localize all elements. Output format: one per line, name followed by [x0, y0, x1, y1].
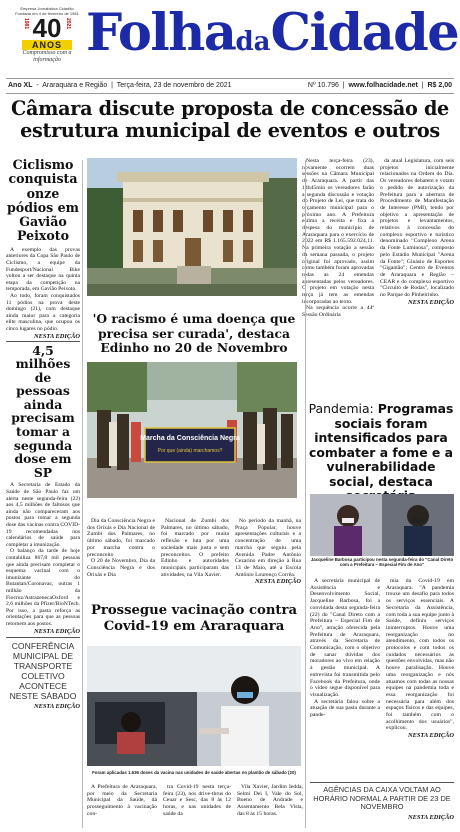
pandemia-col-1 — [310, 578, 380, 719]
camara-paragraph-1: Nesta terça-feira (23), novamente ocorrem duas sessões na Câmara Municipal de Araraquara. A partir das 14h45min os vereadores farão a segunda discussão e votação do Projeto de Lei, que trata do orçamento municipal para o próximo ano. A Prefeitura estima a receita e fixa a despesa do município de Araraquara para o exercício de 2022 em R$ 1.165.592.024,11. Na primeira votação a sessão da semana passada, o projeto original foi aprovado, assim como também foram aprovadas todas as 24 emendas apresentadas pelos vereadores. O projeto em votação nesta terça já tem as emendas incorporadas ao texto. — [302, 158, 374, 305]
divider — [6, 341, 80, 342]
pandemia-lead: Pandemia: — [308, 401, 374, 416]
column-divider — [305, 160, 306, 828]
secretaria-photo[interactable] — [310, 494, 454, 556]
caixa-teaser-box — [310, 782, 454, 821]
camara-paragraph-2: Na sequência ocorre a 44ª Sessão Ordinária — [302, 305, 374, 319]
logo-da: da — [235, 27, 271, 57]
anniversary-40: 40 — [32, 13, 62, 43]
vacinacao-caption: Foram aplicadas 1.636 doses da vacina nas unidades de saúde abertas no plantão de sábado (20) — [92, 770, 296, 775]
vacina-sp-paragraph-1: A Secretaria de Estado da Saúde de São Paulo faz um alerta neste segunda-feira (22) aos 4,5 milhões de faltosos que ainda não compareceram aos postos para tomar a segunda dose das vacinas contra COVID-19 recomendadas nos calendários de saúde para completar a imunização. — [6, 482, 80, 548]
racismo-col-1 — [87, 518, 155, 578]
racismo-paragraph-2: O 20 de Novembro, Dia da Consciência Negra e dos Orixás e Dia — [87, 558, 155, 578]
vacinacao-title[interactable]: Prossegue vacinação contra Covid-19 em Araraquara — [90, 603, 298, 634]
logo-folha: Folha — [86, 3, 236, 63]
ciclismo-paragraph-1: A exemplo das provas anteriores da Copa São Paulo de Ciclismo, a equipe da Fundesport/Nacional Bike voltou a ser destaque na quinta etapa da competição na temporada, em Gavião Peixoto. — [6, 246, 80, 293]
racismo-paragraph-3: Nacional de Zumbi dos Palmares, no último sábado, foi marcado por muita reflexão e luta por uma sociedade mais justa e sem preconceitos. O prefeito Edinho e autoridades municipais participaram das atividades, na Vila Xavier. — [161, 518, 229, 578]
vacina-sp-tag: NESTA EDIÇÃO — [34, 627, 80, 635]
pandemia-tag: NESTA EDIÇÃO — [408, 732, 454, 740]
camara-tag: NESTA EDIÇÃO — [408, 298, 454, 306]
left-column — [6, 158, 80, 710]
year-left: 1981 — [23, 18, 29, 30]
transporte-tag: NESTA EDIÇÃO — [34, 702, 80, 710]
caixa-teaser[interactable]: AGÊNCIAS DA CAIXA VOLTAM AO HORÁRIO NORMAL A PARTIR DE 23 DE NOVEMBRO — [313, 785, 451, 812]
banner-text: Marcha da Consciência Negra — [140, 435, 240, 442]
vacinacao-paragraph-1: A Prefeitura de Araraquara, por meio da Secretaria Municipal da Saúde, dá prosseguimento à vacinação con- — [87, 784, 157, 817]
edition-date: Terça-feira, 23 de novembro de 2021 — [116, 82, 232, 89]
camara-text-col-1 — [302, 158, 374, 319]
pandemia-headline: Programas sociais foram intensificados para combater a fome e a vulnerabilidade social, destaca — [308, 401, 454, 489]
banner-subtext: Por que (ainda) marchamos? — [157, 448, 223, 454]
vacina-sp-paragraph-2: O balanço da tarde de hoje contabiliza 867,8 mil pessoas que ainda precisam completar o esquema vacinal com o imunizante do Butantan/Coronavac, outras 1 milhão da Fiocruz/AstrazenecaOxford e 2,6 milhões da Pfizer/BioNTech. Por isso, a pasta reforça as orientações para que as pessoas retornem aos postos. — [6, 548, 80, 627]
camara-text-col-2 — [380, 158, 454, 306]
edition-number: Nº 10.796 — [307, 82, 339, 89]
racismo-col-2 — [161, 518, 229, 578]
racismo-tag: NESTA EDIÇÃO — [255, 578, 301, 586]
pandemia-col-2 — [386, 578, 454, 739]
ciclismo-title[interactable]: Ciclismo conquista onze pódios em Gavião Peixoto — [6, 157, 79, 244]
info-right: Nº 10.796 | www.folhacidade.net | R$ 2,00 — [307, 82, 452, 89]
website-link[interactable]: www.folhacidade.net — [348, 82, 418, 89]
slogan: Compromisso com a informação — [22, 50, 72, 63]
anos-label: ANOS — [22, 40, 72, 50]
anniversary-number — [12, 13, 82, 43]
vacinacao-col-2 — [163, 784, 231, 818]
anniversary-small-text: Empresa Jornalística Cidadão Fundada em 4 de fevereiro de 1981 — [15, 6, 79, 16]
anniversary-seal — [12, 6, 82, 72]
vacinacao-col-3 — [237, 784, 303, 818]
camara-photo[interactable] — [87, 158, 297, 296]
vacinacao-photo[interactable] — [87, 646, 301, 766]
pandemia-paragraph-1: A secretária municipal de Assistência e Desenvolvimento Social, Jacqueline Barbosa, foi a convidada desta segunda-feira (22) do "Canal Direto com a Prefeitura – Especial Fim de Ano", atração oferecida pela Prefeitura de Araraquara, através da Secretaria de Comunicação, com o objetivo de sanar dúvidas dos moradores ao vivo em relação à gestão municipal. A entrevista foi transmitida pelo Facebook da Prefeitura, onde o vídeo segue disponível para visualização. — [310, 578, 380, 698]
price: R$ 2,00 — [427, 82, 452, 89]
racismo-col-3 — [235, 518, 301, 585]
vacinacao-col-1 — [87, 784, 157, 818]
racismo-paragraph-4: No período da manhã, na Praça Popular, houve apresentações culturais e a concentração de uma marcha que seguiu pela Avenida Padre Antônio Cezarino em direção à Rua 13 de Maio, até a Escola Antônio Lourenço Corrêa. — [235, 518, 301, 578]
pandemia-paragraph-2: A secretária falou sobre a atuação de sua pasta durante a pande- — [310, 698, 380, 719]
vacinacao-paragraph-2: tra Covid-19 nesta terça-feira (23), nos drive-thrus do Ceuar e Sesc, das 8 às 12 horas, e nas unidades de saúde da — [163, 784, 231, 817]
racismo-paragraph-1: Dia da Consciência Negra e dos Orixás e Dia Nacional de Zumbi dos Palmares, no último sábado, foi marcado por marcha contra o preconceito — [87, 518, 155, 558]
info-bar — [6, 78, 454, 94]
info-left: Ano XL - Araraquara e Região | Terça-feira, 23 de novembro de 2021 — [8, 82, 232, 89]
year-right: 2021 — [65, 18, 71, 30]
masthead — [6, 2, 459, 78]
divider — [6, 637, 80, 638]
newspaper-logo[interactable] — [86, 2, 458, 73]
divider — [310, 782, 454, 783]
transporte-teaser[interactable]: CONFERÊNCIA MUNICIPAL DE TRANSPORTE COLETIVO ACONTECE NESTE SÁBADO — [9, 640, 77, 701]
camara-paragraph-3: da atual Legislatura, com seis projetos inicialmente relacionados na Ordem do Dia. Os vereadores debatem e votam o pedido de autorização da Prefeitura para a abertura de Procedimento de Manifestação de Interesse (PMI), tendo por objetivo a apresentação de projetos e levantamentos, relativos à concessão do complexo esportivo e turístico denominado "Complexo Arena da Fonte Luminosa", composto pelo Estádio Municipal "Arena da Fonte"; Ginásio de Esportes "Gigantão"; Centro de Eventos de Araraquara e Região – CEAR e do complexo esportivo "Circuito de Rodas", localizado no Parque do Pinheirinho. — [380, 158, 454, 299]
edition-city: Araraquara e Região — [42, 82, 108, 89]
marcha-photo[interactable] — [87, 362, 297, 498]
vacinacao-paragraph-3: Vila Xavier, Jardim Iedda, Selmi Dei I, Vale do Sol, Bueno de Andrade e Assentamento Bela Vista, das 8 às 15 horas. — [237, 784, 303, 817]
pandemia-paragraph-3: mia da Covid-19 em Araraquara. "A pandemia trouxe um desafio para todos os serviços essenciais. A Secretaria da Assistência, com toda a sua equipe junto à Saúde, definiu serviços ininterruptos. Houve uma reorganização no atendimento, com todos os protocolos e com todos os cuidados necessários às questões envolvidas, mas não houve paralisação. Houve uma reorganização e nós atuamos com todas as nossas equipes na pandemia toda e essa reorganização foi necessária para além dos espaços físicos e das equipes, foi também com o acolhimento dos usuários", explicou. — [386, 578, 454, 732]
ciclismo-tag: NESTA EDIÇÃO — [34, 332, 80, 340]
racismo-title[interactable]: 'O racismo é uma doença que precisa ser curada', destaca Edinho no 20 de Novembro — [92, 311, 296, 356]
vacina-sp-title[interactable]: 4,5 milhões de pessoas ainda precisam tomar a segunda dose em SP — [11, 342, 75, 480]
main-headline[interactable]: Câmara discute proposta de concessão de estrutura municipal de eventos e outros — [11, 97, 449, 142]
pandemia-title[interactable] — [308, 402, 454, 504]
caixa-tag: NESTA EDIÇÃO — [408, 813, 454, 821]
column-divider — [82, 160, 83, 828]
secretaria-caption: Jacqueline Barbosa participou nesta segunda-feira do "Canal Direto com a Prefeitura – Especial Fim de Ano" — [310, 557, 454, 568]
edition-year: Ano XL — [8, 82, 33, 89]
logo-cidade: Cidade — [270, 3, 459, 63]
ciclismo-paragraph-2: Ao todo, foram conquistados 11 pódios na prova deste domingo (21), com destaque ainda maior para a categoria elite masculina, que ocupou os cinco lugares no pódio. — [6, 292, 80, 332]
